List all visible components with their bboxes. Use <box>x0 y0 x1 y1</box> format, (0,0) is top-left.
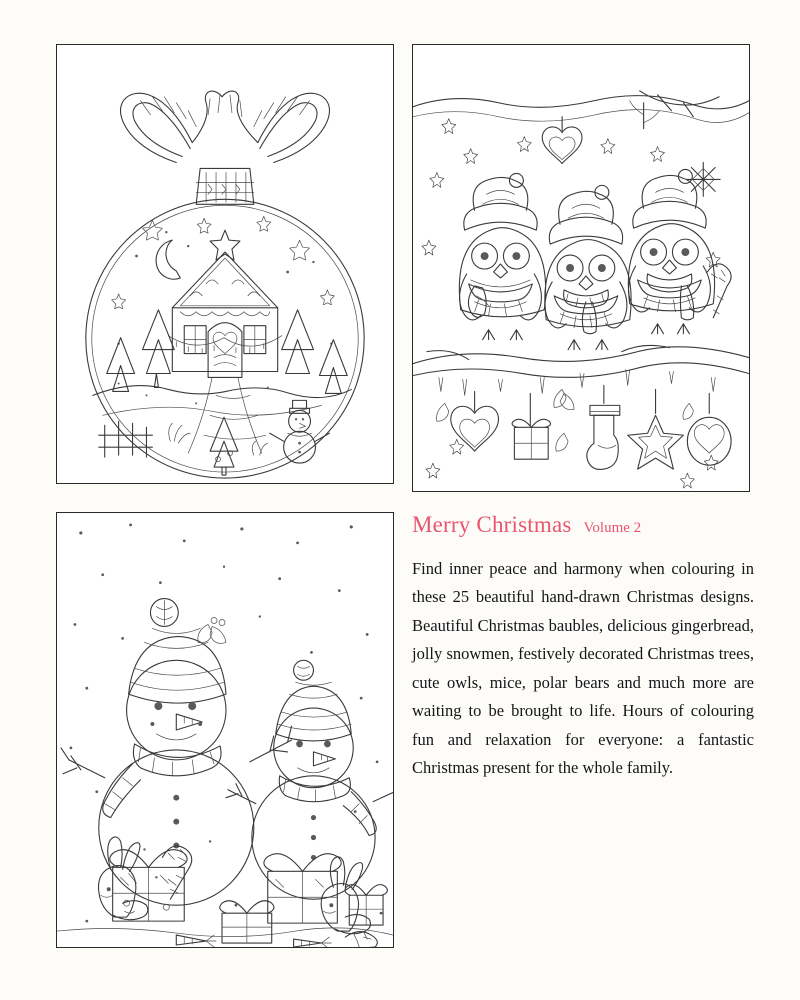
illustration-two-snowmen <box>56 512 394 948</box>
title-row <box>412 512 754 538</box>
owls-artwork <box>413 45 749 491</box>
volume-label: Volume 2 <box>583 520 642 536</box>
illustration-christmas-bauble <box>56 44 394 484</box>
snowmen-artwork <box>57 513 393 947</box>
illustration-three-owls <box>412 44 750 492</box>
bauble-artwork <box>57 45 393 483</box>
page-title: Merry Christmas <box>412 512 572 537</box>
description-text: Find inner peace and harmony when colouring in these 25 beautiful hand-drawn Christmas designs. Beautiful Christmas baubles, delicious gingerbread, jolly snowmen, festively decorated Christmas trees, cute owls, mice, polar bears and much more are waiting to be brought to life. Hours of colouring fun and relaxation for everyone: a fantastic Christmas present for the whole family. <box>412 558 754 777</box>
description-block <box>412 512 754 799</box>
